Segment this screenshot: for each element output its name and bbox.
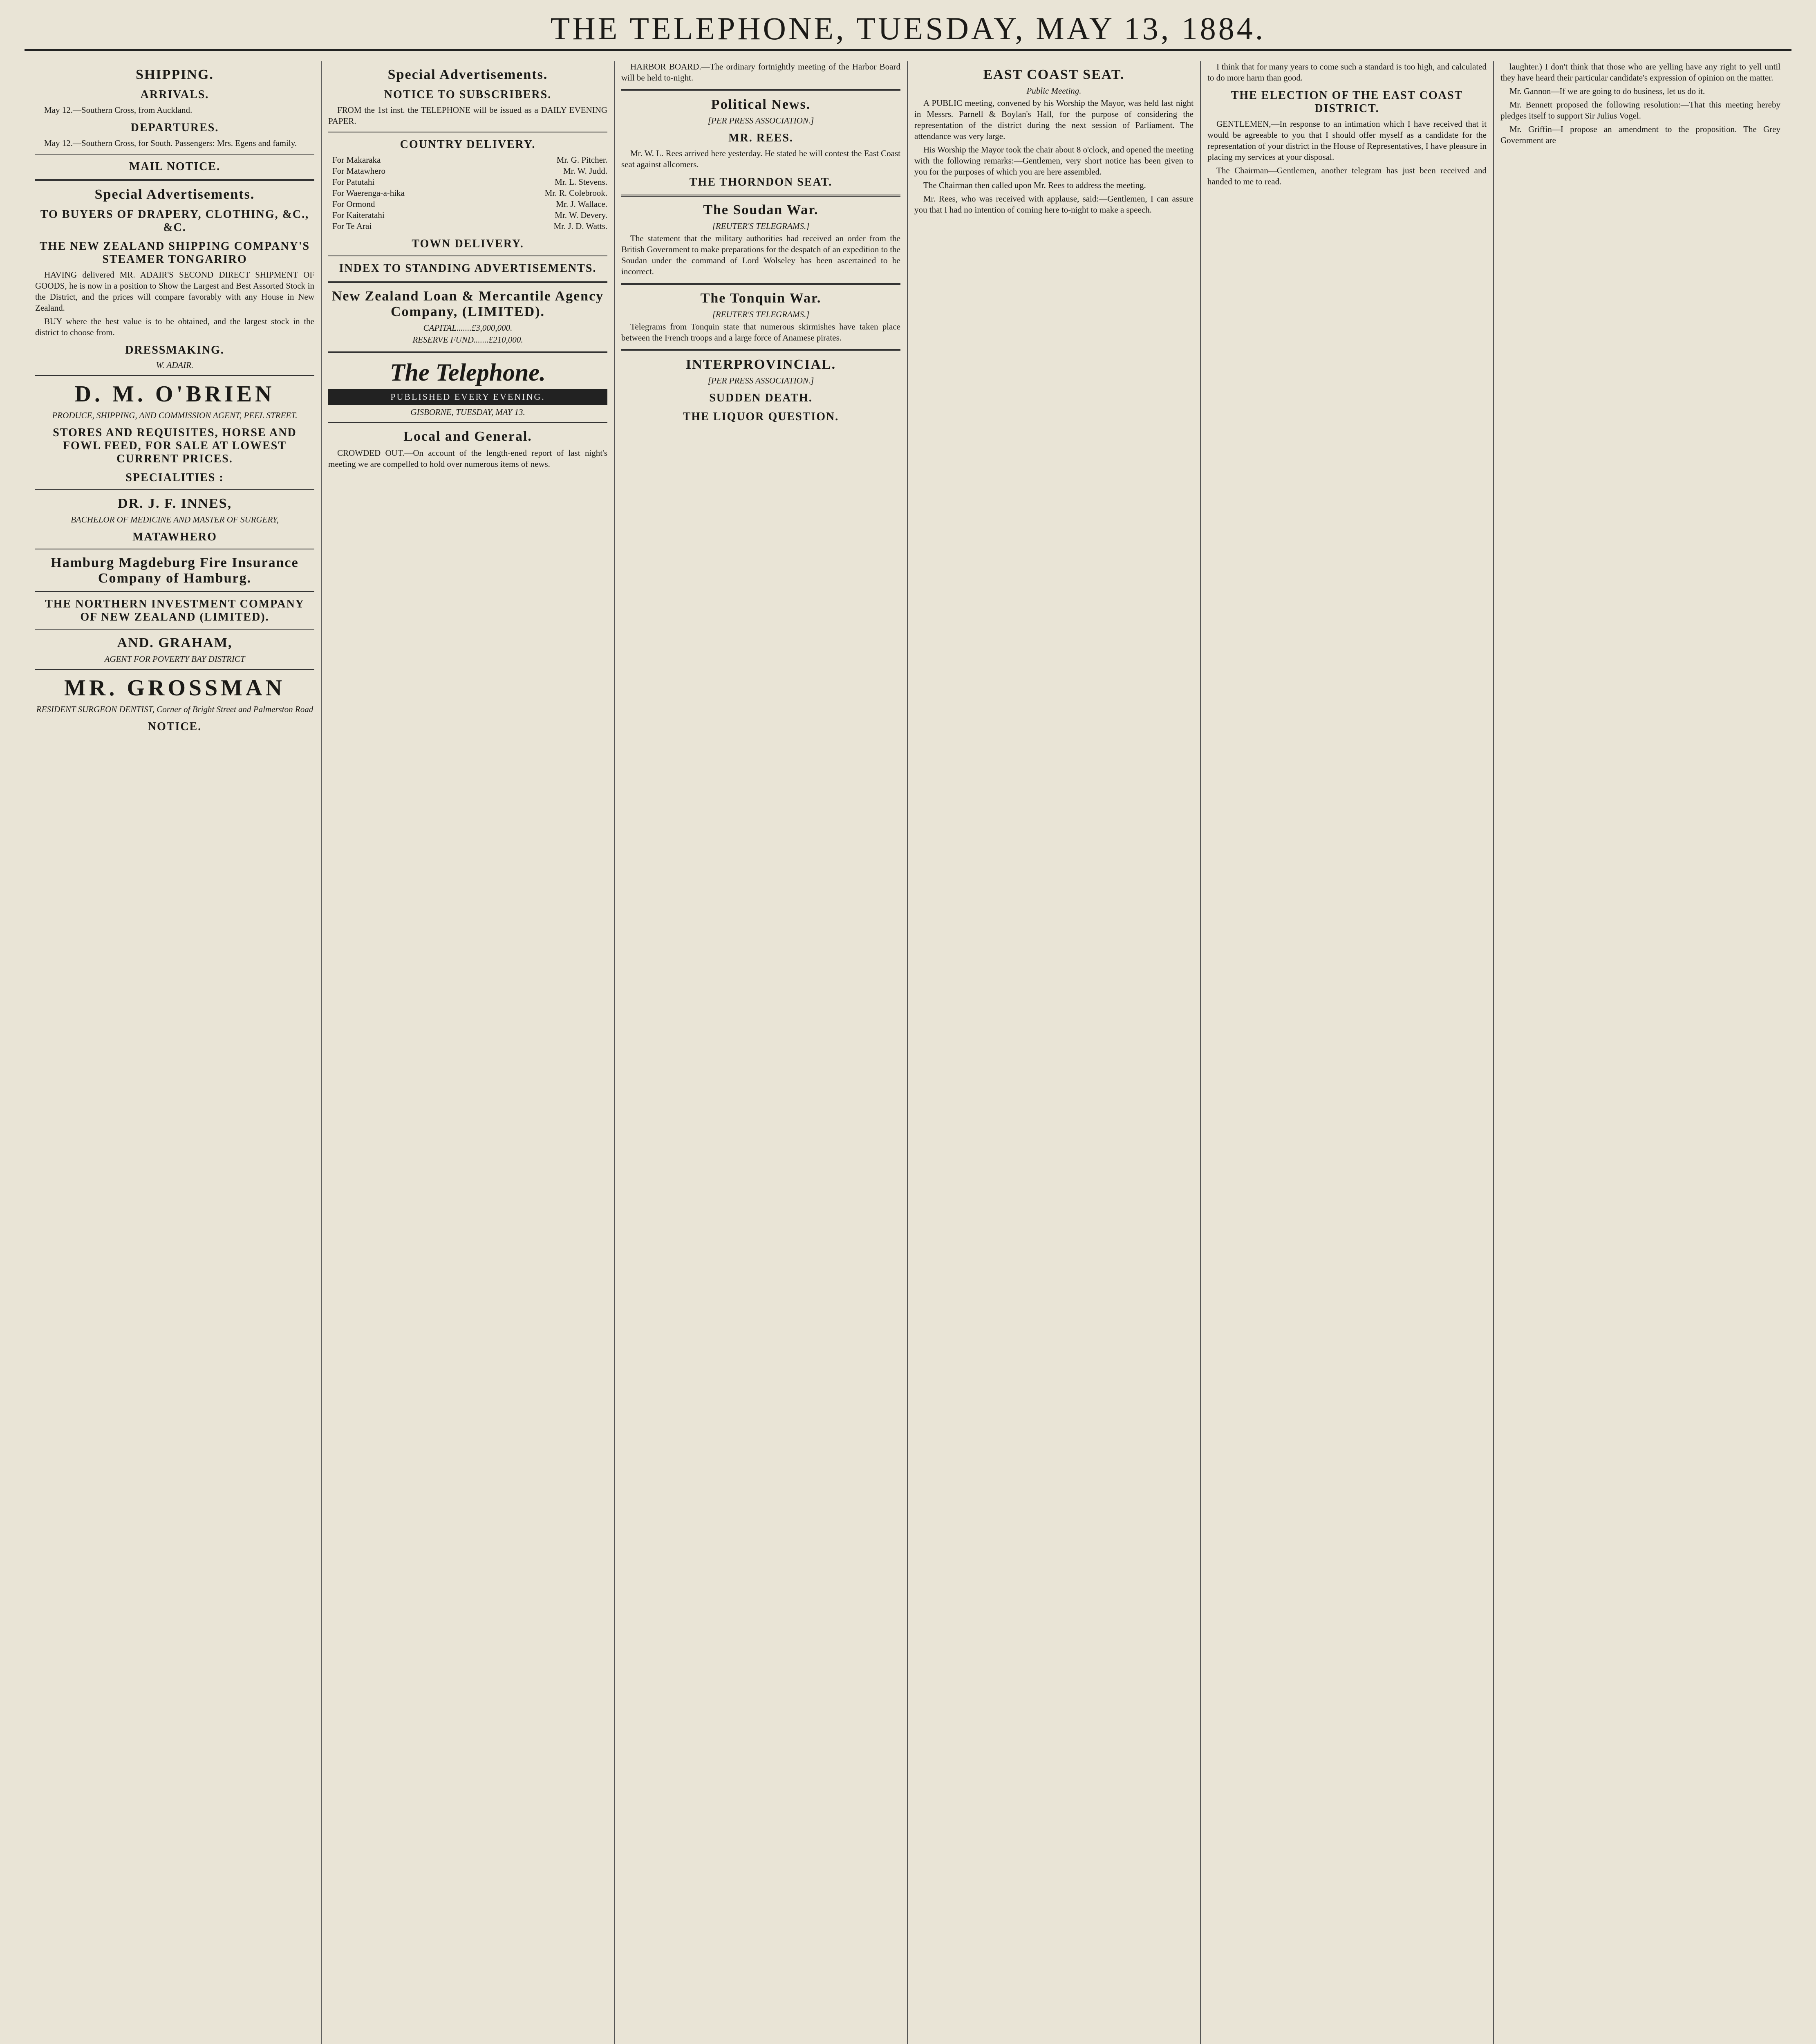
list-item: For Waerenga-a-hika Mr. R. Colebrook. [332,188,607,198]
obrien-heading: D. M. O'BRIEN [74,381,275,407]
divider [35,179,314,181]
northern-heading: THE NORTHERN INVESTMENT COMPANY OF NEW ZEALAND (LIMITED). [45,598,305,623]
list-item: For Makaraka Mr. G. Pitcher. [332,155,607,165]
divider [35,375,314,376]
tonquin-paragraph: Telegrams from Tonquin state that numerous skirmishes have taken place between the French troops and a large force of Anamese pirates. [621,322,900,343]
press-association-line: [PER PRESS ASSOCIATION.] [708,376,814,385]
adair-paragraph-2: BUY where the best value is to be obtained, and the largest stock in the district to choose from. [35,316,314,337]
rees-heading: MR. REES. [728,132,793,144]
capital-line: CAPITAL.......£3,000,000. [423,323,513,333]
notice-heading: NOTICE. [148,720,202,733]
divider [35,489,314,490]
agent-list [332,155,607,232]
column-5 [1201,61,1494,2044]
dressmaking-heading: DRESSMAKING. [125,344,224,356]
soudan-war-heading: The Soudan War. [703,202,819,217]
innes-heading: DR. J. F. INNES, [117,496,232,511]
article-paragraph: laughter.) I don't think that those who are yelling have any right to yell until they have heard their particular candidate's expression of opinion on the matter. [1500,62,1780,83]
notice-subscribers-heading: NOTICE TO SUBSCRIBERS. [384,88,552,101]
reserve-line: RESERVE FUND.......£210,000. [412,335,523,345]
divider [621,195,900,197]
matawhero-heading: MATAWHERO [132,531,217,543]
article-paragraph: Mr. Bennett proposed the following resolution:—That this meeting hereby pledges itself to support Sir Julius Vogel. [1500,100,1780,121]
reuter-line: [REUTER'S TELEGRAMS.] [712,309,810,319]
specialities-heading: SPECIALITIES : [125,471,224,484]
column-2 [322,61,615,2044]
divider [35,154,314,155]
divider [621,283,900,285]
article-paragraph: I think that for many years to come such a standard is too high, and calculated to do more harm than good. [1207,62,1487,83]
tonquin-war-heading: The Tonquin War. [700,291,822,306]
column-6 [1494,61,1787,2044]
list-item: For Te Arai Mr. J. D. Watts. [332,221,607,231]
stores-heading: STORES AND REQUISITES, HORSE AND FOWL FEED, FOR SALE AT LOWEST CURRENT PRICES. [53,426,297,465]
local-general-heading: Local and General. [403,429,532,444]
masthead [25,8,1791,51]
divider [328,351,607,353]
divider [621,349,900,351]
grossman-subheading: RESIDENT SURGEON DENTIST, Corner of Bright Street and Palmerston Road [36,704,313,714]
published-banner: PUBLISHED EVERY EVENING. [328,389,607,405]
shipping-heading: SHIPPING. [136,67,214,82]
article-paragraph: Mr. Griffin—I propose an amendment to the proposition. The Grey Government are [1500,124,1780,145]
column-1 [29,61,322,2044]
divider [35,591,314,592]
divider [35,669,314,670]
graham-heading: AND. GRAHAM, [117,635,233,650]
article-paragraph: A PUBLIC meeting, convened by his Worship the Mayor, was held last night in Messrs. Parnell & Boylan's Hall, for the purpose of considering the representation of the district during the next session of Parliament. The attendance was very large. [914,98,1193,141]
hamburg-heading: Hamburg Magdeburg Fire Insurance Company of Hamburg. [51,555,299,586]
article-paragraph: Mr. Gannon—If we are going to do business, let us do it. [1509,86,1705,96]
grossman-heading: MR. GROSSMAN [64,675,285,701]
departures-line: May 12.—Southern Cross, for South. Passengers: Mrs. Egens and family. [44,138,297,148]
article-paragraph: Mr. Rees, who was received with applause, said:—Gentlemen, I can assure you that I had no intention of coming here to-night to make a speech. [914,194,1193,215]
adair-signature: W. ADAIR. [156,360,194,370]
arrivals-heading: ARRIVALS. [140,88,209,101]
liquor-question-heading: THE LIQUOR QUESTION. [683,410,839,423]
list-item: For Ormond Mr. J. Wallace. [332,199,607,209]
mail-notice-heading: MAIL NOTICE. [129,160,221,173]
local-paragraph: CROWDED OUT.—On account of the length-ened report of last night's meeting we are compelled to hold over numerous items of news. [328,448,607,469]
article-paragraph: The Chairman then called upon Mr. Rees to address the meeting. [923,180,1146,190]
soudan-paragraph: The statement that the military authorities had received an order from the British Government to make preparations for the despatch of an expedition to the Soudan under the command of Lord Wolseley has been ascertained to be incorrect. [621,233,900,276]
column-3 [615,61,908,2044]
interprovincial-heading: INTERPROVINCIAL. [685,357,836,372]
divider [328,422,607,423]
town-delivery-heading: TOWN DELIVERY. [412,238,524,250]
divider [621,89,900,91]
public-meeting-subheading: Public Meeting. [1026,86,1082,96]
columns [29,61,1787,2044]
shipping-company-heading: THE NEW ZEALAND SHIPPING COMPANY'S STEAMER TONGARIRO [39,240,310,266]
election-letter-heading: THE ELECTION OF THE EAST COAST DISTRICT. [1231,89,1463,115]
adair-paragraph: HAVING delivered MR. ADAIR'S SECOND DIRECT SHIPMENT OF GOODS, he is now in a position to Show the Largest and Best Assorted Stock in the District, and the prices will compare favorably with any House in New Zealand. [35,270,314,313]
dateline: GISBORNE, TUESDAY, MAY 13. [410,407,525,417]
harbor-paragraph: HARBOR BOARD.—The ordinary fortnightly meeting of the Harbor Board will be held to-night. [621,62,900,83]
divider [35,629,314,630]
special-ads-heading: Special Advertisements. [94,187,255,202]
telephone-logo: The Telephone. [390,359,546,386]
list-item: For Matawhero Mr. W. Judd. [332,166,607,176]
press-association-line: [PER PRESS ASSOCIATION.] [708,116,814,126]
departures-heading: DEPARTURES. [130,121,219,134]
list-item: For Patutahi Mr. L. Stevens. [332,177,607,187]
reuter-line: [REUTER'S TELEGRAMS.] [712,221,810,231]
article-paragraph: GENTLEMEN,—In response to an intimation which I have received that it would be agreeable to you that I should offer myself as a candidate for the representation of your district in the House of Representatives, I have pleasure in placing my services at your disposal. [1207,119,1487,162]
special-ads-heading: Special Advertisements. [387,67,548,82]
graham-subheading: AGENT FOR POVERTY BAY DISTRICT [104,654,245,664]
east-coast-seat-heading: EAST COAST SEAT. [983,67,1125,82]
column-4 [908,61,1201,2044]
divider [328,281,607,283]
newspaper-title: THE TELEPHONE, TUESDAY, MAY 13, 1884. [550,11,1266,46]
political-news-heading: Political News. [711,97,811,112]
drapery-heading: TO BUYERS OF DRAPERY, CLOTHING, &C., &C. [40,208,309,234]
list-item: For Kaiteratahi Mr. W. Devery. [332,210,607,220]
article-paragraph: His Worship the Mayor took the chair about 8 o'clock, and opened the meeting with the following remarks:—Gentlemen, very short notice has been given to you for the purposes of which you are here assembled. [914,145,1193,177]
arrivals-line: May 12.—Southern Cross, from Auckland. [44,105,193,115]
loan-company-heading: New Zealand Loan & Mercantile Agency Company, (LIMITED). [331,289,604,319]
sudden-death-heading: SUDDEN DEATH. [709,392,813,404]
notice-paragraph: FROM the 1st inst. the TELEPHONE will be issued as a DAILY EVENING PAPER. [328,105,607,126]
article-paragraph: The Chairman—Gentlemen, another telegram has just been received and handed to me to read. [1207,166,1487,186]
thorndon-heading: THE THORNDON SEAT. [689,176,833,188]
obrien-subheading: PRODUCE, SHIPPING, AND COMMISSION AGENT, PEEL STREET. [52,410,298,420]
country-delivery-heading: COUNTRY DELIVERY. [400,138,536,151]
index-heading: INDEX TO STANDING ADVERTISEMENTS. [339,262,597,275]
rees-paragraph: Mr. W. L. Rees arrived here yesterday. He stated he will contest the East Coast seat against allcomers. [621,148,900,169]
innes-subheading: BACHELOR OF MEDICINE AND MASTER OF SURGERY, [71,515,279,524]
